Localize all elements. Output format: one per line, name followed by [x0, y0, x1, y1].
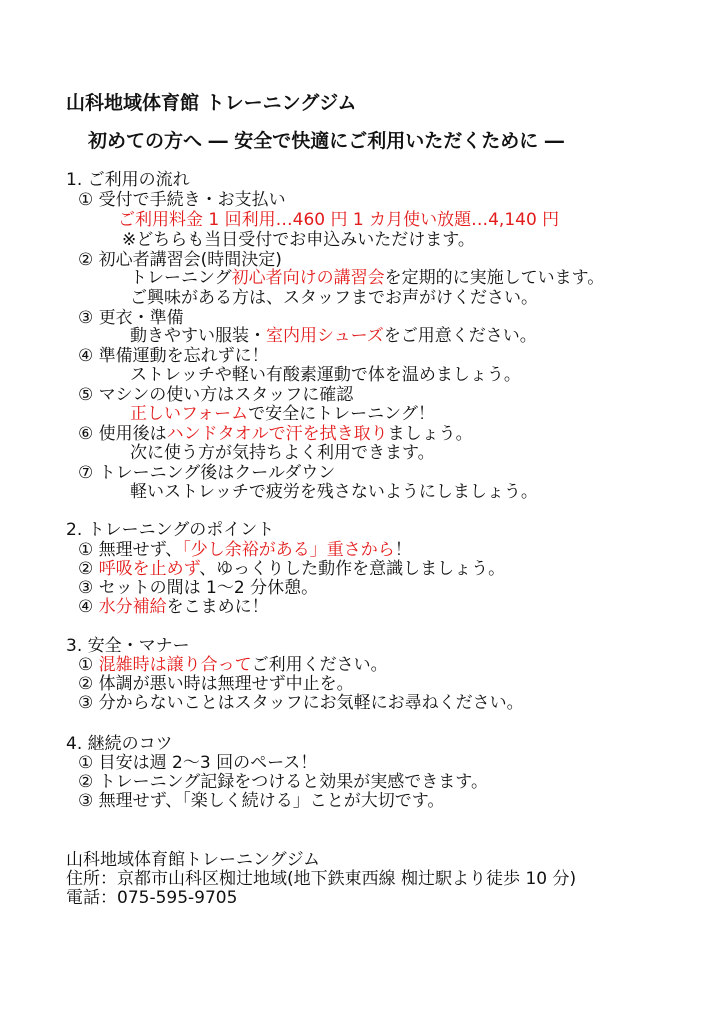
s3-item3: ③ 分からないことはスタッフにお気軽にお尋ねください。: [78, 693, 524, 713]
s1-item7-title: ⑦ トレーニング後はクールダウン: [78, 463, 336, 483]
s1-item2-title: ② 初心者講習会(時間決定): [78, 250, 282, 270]
s1-item1-fee: ご利用料金 1 回利用…460 円 1 カ月使い放題…4,140 円: [118, 210, 560, 230]
s1-item4-title: ④ 準備運動を忘れずに！: [78, 346, 269, 366]
s1-item1-note: ※どちらも当日受付でお申込みいただけます。: [122, 230, 475, 250]
s2-item4-text-a: ④: [78, 597, 99, 617]
s2-item4-text-c: をこまめに！: [166, 597, 269, 617]
s1-item2-line1: [130, 268, 604, 288]
s1-item6-line1: 次に使う方が気持ちよく利用できます。: [130, 443, 435, 463]
s1-item6-title: [78, 424, 473, 444]
s2-item4: [78, 597, 269, 617]
s1-item5-text-b: で安全にトレーニング！: [248, 404, 435, 424]
s1-item1-title: ① 受付で手続き・お支払い: [78, 190, 286, 210]
s4-item2: ② トレーニング記録をつけると効果が実感できます。: [78, 772, 488, 792]
footer-name: 山科地域体育館トレーニングジム: [66, 850, 320, 870]
s1-item3-line1: [130, 326, 537, 346]
s1-item6-text-a: ⑥ 使用後は: [78, 424, 167, 444]
s2-item2-text-a: ②: [78, 559, 99, 579]
s1-item2-text-c: を定期的に実施しています。: [384, 268, 605, 288]
s3-item1-text-c: ご利用ください。: [251, 655, 388, 675]
s3-item1: [78, 655, 388, 675]
page-subtitle: 初めての方へ ― 安全で快適にご利用いただくために ―: [88, 130, 564, 152]
s2-item4-highlight: 水分補給: [98, 597, 167, 617]
s2-item1-text-c: ！: [394, 540, 412, 560]
s1-item5-line1: [130, 404, 435, 424]
s1-item2-line2: ご興味がある方は、スタッフまでお声がけください。: [130, 288, 538, 308]
s1-item6-highlight: ハンドタオルで汗を拭き取り: [166, 424, 388, 444]
s1-item7-line1: 軽いストレッチで疲労を残さないようにしましょう。: [130, 482, 538, 502]
s4-item3: ③ 無理せず、「楽しく続ける」ことが大切です。: [78, 791, 445, 811]
s2-item1: [78, 540, 412, 560]
s2-item2-highlight: 呼吸を止めず: [98, 559, 200, 579]
s1-item3-highlight: 室内用シューズ: [266, 326, 384, 346]
s4-item1: ① 目安は週 2～3 回のペース！: [78, 753, 318, 773]
footer-phone: 電話：075-595-9705: [66, 888, 238, 908]
section-1-heading: 1. ご利用の流れ: [66, 170, 190, 190]
s1-item6-text-c: ましょう。: [387, 424, 473, 444]
s1-item2-text-a: トレーニング: [130, 268, 232, 288]
s1-item5-title: ⑤ マシンの使い方はスタッフに確認: [78, 385, 354, 405]
s1-item2-highlight: 初心者向けの講習会: [231, 268, 385, 288]
section-3-heading: 3. 安全・マナー: [66, 636, 190, 656]
s1-item3-title: ③ 更衣・準備: [78, 308, 184, 328]
s2-item1-text-a: ① 無理せず、: [78, 540, 183, 560]
s2-item2-text-c: 、ゆっくりした動作を意識しましょう。: [199, 559, 506, 579]
section-2-heading: 2. トレーニングのポイント: [66, 520, 275, 540]
s1-item3-text-c: をご用意ください。: [383, 326, 537, 346]
s1-item4-line1: ストレッチや軽い有酸素運動で体を温めましょう。: [130, 365, 521, 385]
s1-item3-text-a: 動きやすい服装・: [130, 326, 266, 346]
s2-item2: [78, 559, 505, 579]
s3-item2: ② 体調が悪い時は無理せず中止を。: [78, 674, 354, 694]
s1-item5-highlight: 正しいフォーム: [130, 404, 249, 424]
s3-item1-highlight: 混雑時は譲り合って: [98, 655, 252, 675]
s3-item1-text-a: ①: [78, 655, 99, 675]
s2-item1-highlight: 「少し余裕がある」重さから: [182, 540, 395, 560]
section-4-heading: 4. 継続のコツ: [66, 734, 173, 754]
page-title: 山科地域体育館 トレーニングジム: [66, 92, 357, 114]
footer-address: 住所：京都市山科区椥辻地域(地下鉄東西線 椥辻駅より徒歩 10 分): [66, 869, 577, 889]
s2-item3: ③ セットの間は 1～2 分休憩。: [78, 578, 319, 598]
